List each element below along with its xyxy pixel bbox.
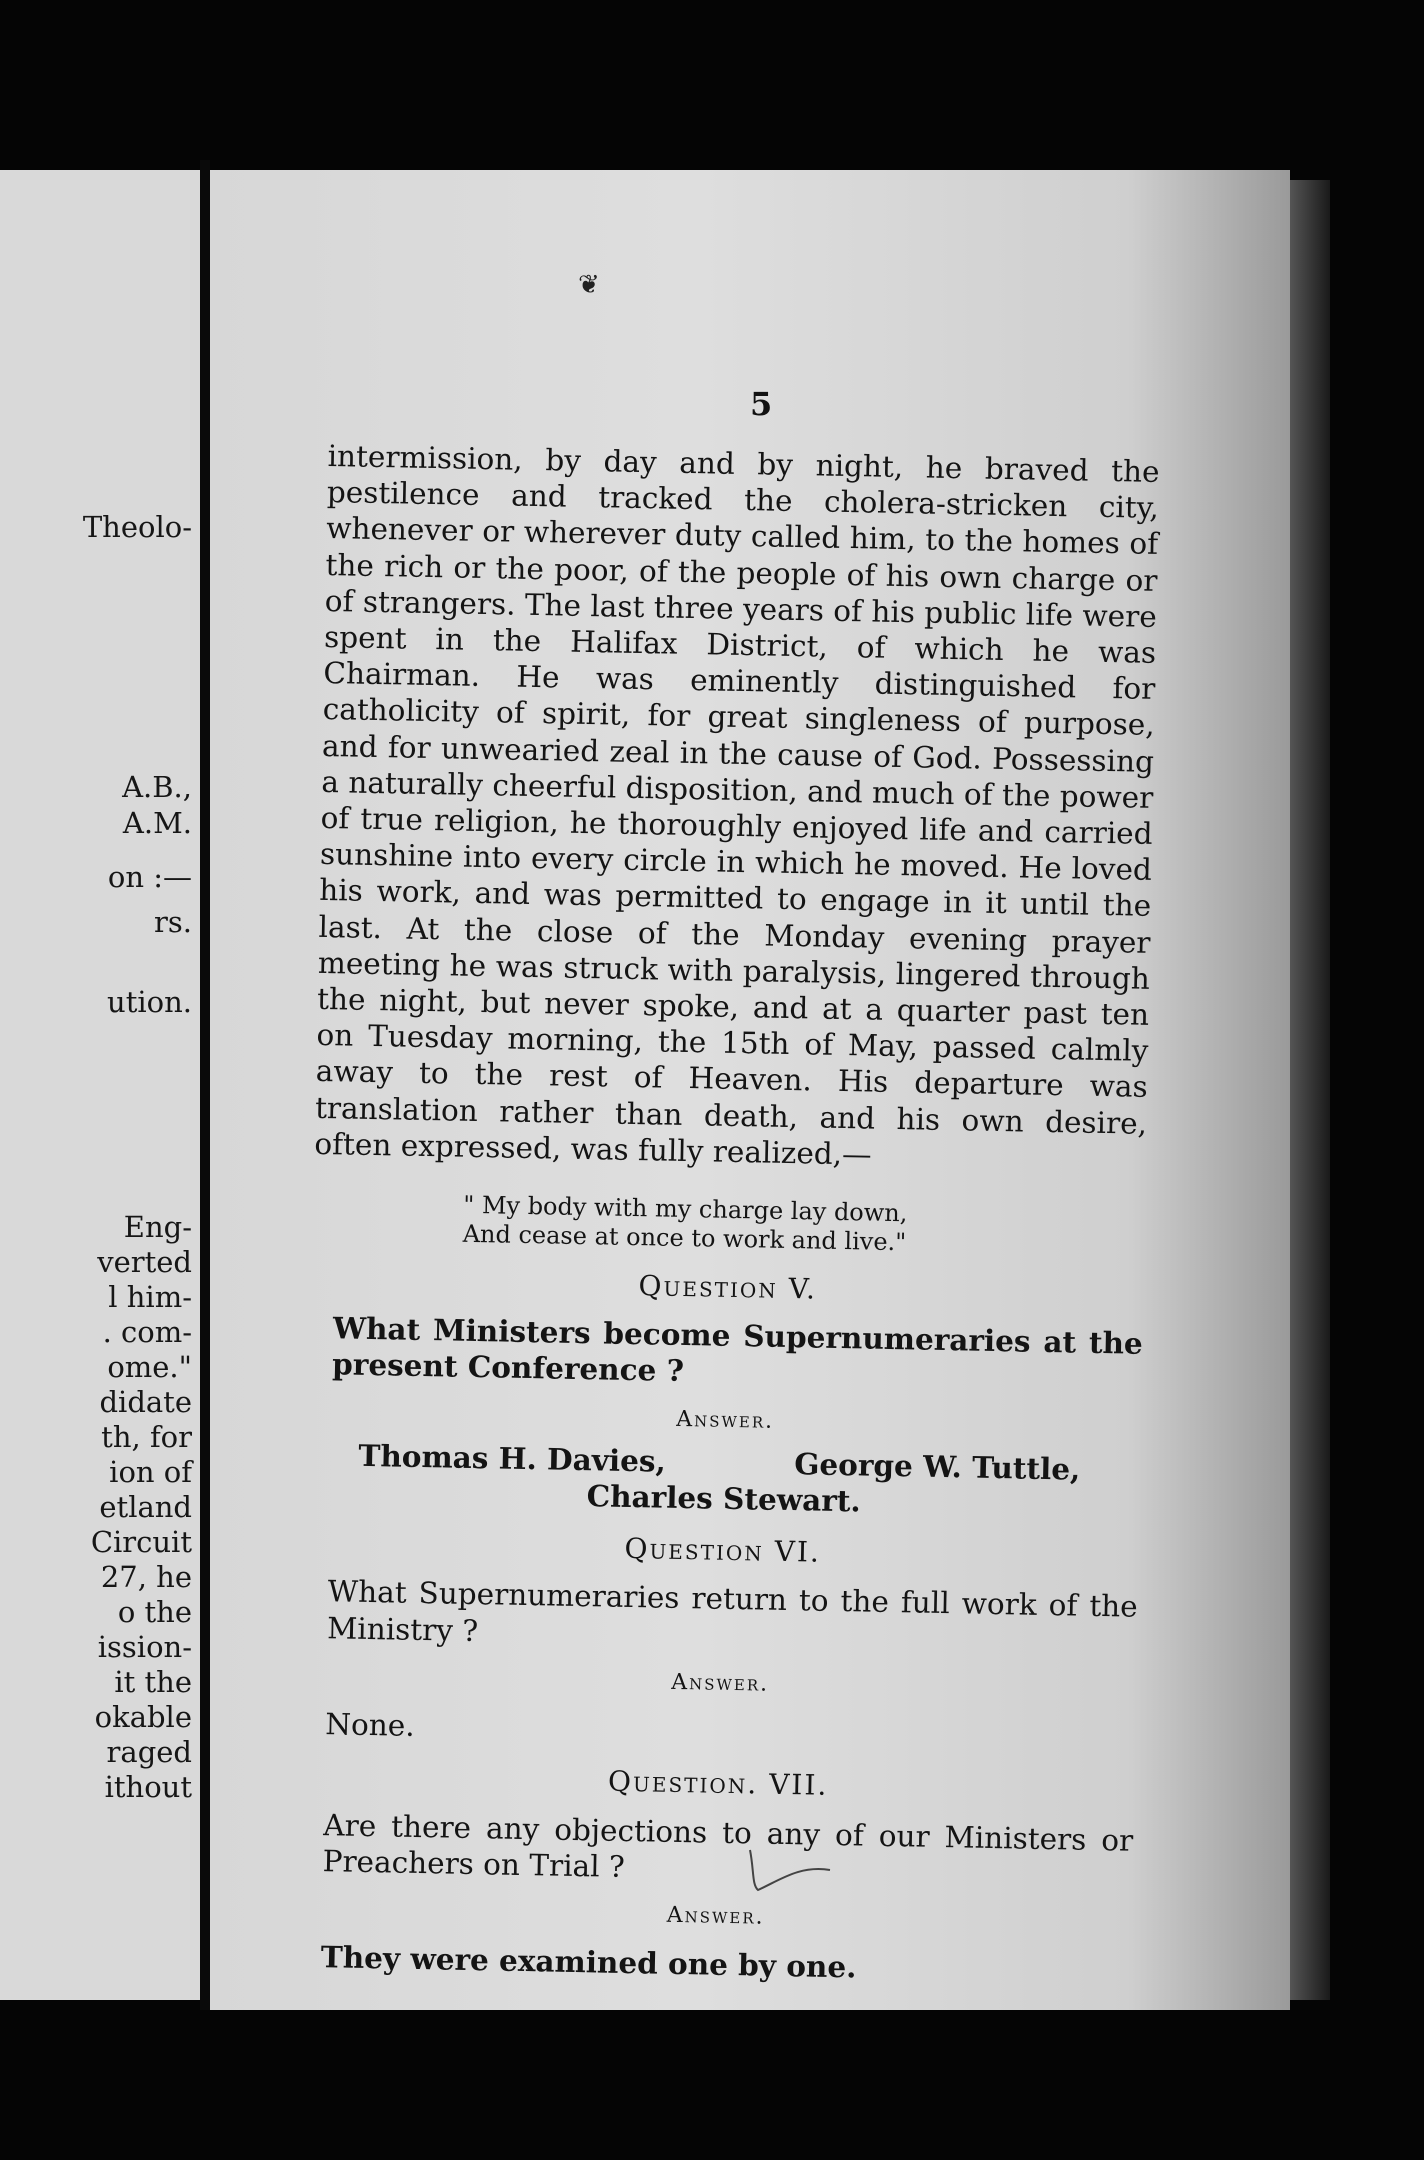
ornament-mark: ❦	[578, 270, 600, 300]
page-body	[298, 438, 1159, 1991]
left-fragment: ion of	[109, 1455, 192, 1489]
left-fragment: ithout	[104, 1770, 192, 1804]
left-fragment: it the	[114, 1665, 192, 1699]
left-fragment: A.M.	[122, 806, 192, 840]
left-fragment: ission-	[97, 1630, 192, 1664]
minister-name: Charles Stewart.	[586, 1478, 862, 1519]
body-paragraph: intermission, by day and by night, he braved the pestilence and tracked the cholera-stricken city, whenever or wherever duty called him, to the homes of the rich or the poor, of the people of his own charge or of strangers. The last three years of his public life were spent in the Halifax District, of which he was Chairman. He was eminently distinguished for catholicity of spirit, for great singleness of purpose, and for unwearied zeal in the cause of God. Possessing a naturally cheerful disposition, and much of the power of true religion, he thoroughly enjoyed life and carried sunshine into every circle in which he moved. He loved his work, and was permitted to engage in it until the last. At the close of the Monday evening prayer meeting he was struck with paralysis, lingered through the night, but never spoke, and at a quarter past ten on Tuesday morning, the 15th of May, passed calmly away to the rest of Heaven. His departure was translation rather than death, and his own desire, often expressed, was fully realized,—	[314, 438, 1160, 1172]
left-fragment: etland	[99, 1490, 192, 1524]
minister-name: George W. Tuttle,	[793, 1446, 1081, 1487]
left-fragment: . com-	[102, 1315, 192, 1349]
minister-name: Thomas H. Davies,	[358, 1437, 667, 1479]
left-fragment: l him-	[108, 1280, 192, 1314]
left-fragment: o the	[117, 1595, 192, 1629]
document-page	[210, 170, 1290, 2010]
binding-edge	[1290, 180, 1330, 2000]
left-fragment: verted	[97, 1245, 192, 1279]
left-page-fragment	[0, 170, 200, 2000]
left-fragment: Theolo-	[82, 510, 192, 544]
left-fragment: Eng-	[123, 1210, 192, 1244]
question-text: What Supernumeraries return to the full work of the Ministry ?	[326, 1574, 1139, 1648]
question-text: Are there any objections to any of our Ministers or Preachers on Trial ?	[322, 1807, 1134, 1884]
left-fragment: A.B.,	[122, 770, 192, 804]
answer-heading: Answer.	[676, 1406, 775, 1434]
left-fragment: on :—	[107, 860, 192, 894]
quote-line: And cease at once to work and live."	[462, 1219, 907, 1257]
answer-heading: Answer.	[666, 1902, 765, 1930]
left-fragment: didate	[99, 1385, 192, 1419]
quote-line: " My body with my charge lay down,	[463, 1190, 908, 1228]
answer-heading: Answer.	[670, 1669, 770, 1697]
question-heading: Question VI.	[624, 1532, 822, 1569]
left-fragment: okable	[94, 1700, 192, 1734]
verse-quote	[312, 1188, 1145, 1262]
question-text: What Ministers become Supernumeraries at the present Conference ?	[331, 1310, 1144, 1389]
left-fragment: ution.	[107, 985, 192, 1019]
left-fragment: Circuit	[90, 1525, 192, 1559]
answer-text: None.	[324, 1707, 416, 1743]
page-number: 5	[750, 385, 773, 423]
question-heading: Question V.	[638, 1269, 818, 1306]
left-fragment: raged	[106, 1735, 192, 1769]
pencil-mark	[740, 1840, 860, 1900]
left-fragment: ome."	[107, 1350, 192, 1384]
left-fragment: th, for	[101, 1420, 192, 1454]
question-heading: Question. VII.	[607, 1764, 829, 1803]
book-gutter	[200, 160, 210, 2010]
left-fragment: rs.	[154, 905, 192, 939]
left-fragment: 27, he	[100, 1560, 192, 1594]
answer-text: They were examined one by one.	[320, 1939, 857, 1985]
